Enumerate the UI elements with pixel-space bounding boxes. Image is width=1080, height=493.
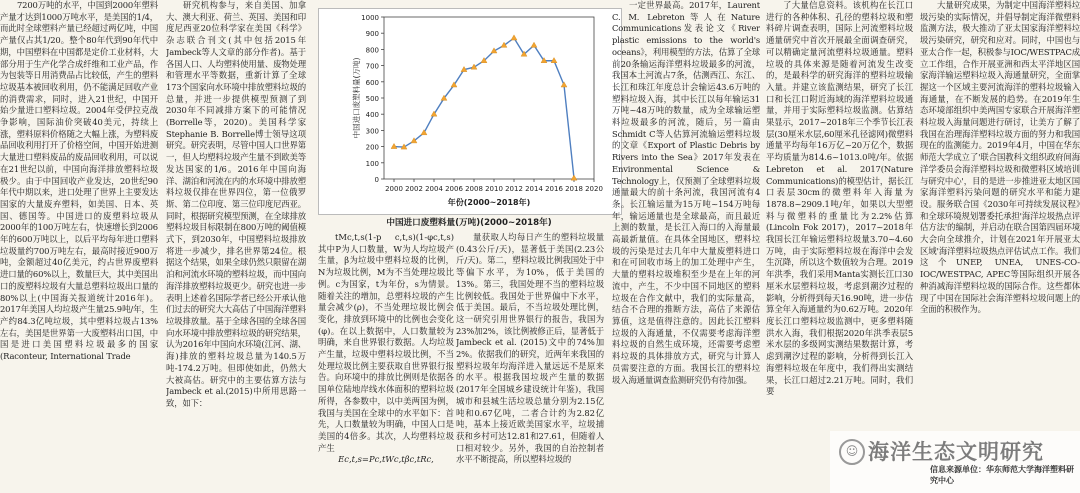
text-column-5: 一定世界最高。2017年，Laurent C. M. Lebreton等人在Nature Communications发表论文《River plastic emissions to the world's oceans》，利用模型的方法，估算了全球前20条输运海洋塑料垃圾最多的河流，我国本土河流占7条，估测西江、东江、长江和珠江年度总计会输运43.6万吨的塑料垃圾入海，其中长江以每年输运31万吨~48万吨的数量，成为全球输运塑料垃圾最多的河流，随后，另一篇由Schmidt C等人估算河流输运塑料垃圾的文章《Export of Plastic Debris by Rivers into the Sea》2017年发表在Environmental Science & Technology上，仅预测了全球塑料垃圾通量最大的前十条河流，我国河流有4条。长江输运量为15万吨~154万吨每年，输运通量也是全球最高，而且最近上测的数量，是长江入海口的入海量最高最新量值。在具体全国地区，塑料垃圾的污染是过去几年中大量废塑料进口和在可回收市场上的加工处理中产生，大量的塑料垃圾堆积至少是在上年的河流中，产生，不少中国不同地区的塑料垃圾在合作文献中，我们的实际量高，结合不合理的推断方法，高估了来源估算值，这是值得注意的。因此长江塑料垃圾的入海通量，不仅需要考虑海洋塑料垃圾的自然生成环境，还需要考虑塑料垃圾的具体排放方式，研究与计算人员需要注意的方面。我国长江的塑料垃圾入海通量调查监测研究仍有待加强。 [612,0,760,385]
x-tick-label: 2000 [385,185,403,193]
watermark-subtitle: 信息来源单位：华东师范大学海洋塑料研究中心 [930,465,1074,485]
y-tick-label: 600 [365,78,379,87]
x-tick-label: 2020 [585,185,603,193]
formula-text [318,232,454,493]
x-tick-label: 2018 [565,185,583,193]
x-tick-label: 2014 [525,185,543,193]
x-tick-label: 2004 [425,185,443,193]
data-point [511,35,517,40]
y-tick-label: 800 [365,46,379,55]
y-tick-label: 0 [374,176,379,184]
y-axis-label: 中国进口废塑料量(万吨) [352,57,361,139]
x-axis-label: 年份(2000~2018年) [447,198,531,207]
plot-frame [384,17,594,179]
data-point [571,175,577,180]
wechat-icon: ☺ [839,439,865,465]
text-column-4: 量获取人均每日产生的塑料垃圾量(0.43公斤/天)，显著低于美国(2.23公斤/天)。第二，塑料垃圾比例我国处于中等偏下水平，为10%，低于美国的13%。第三，我国处理不当的塑料垃圾比例较低。我国处于世界偏中下水平，低于美国。最后，不当垃圾处理比例，这一研究引用世界银行的报告，我国为23%加2%，该比例被修正后，显著低于Jambeck et al. (2015)文中的74%加2%。依据我们的研究，近两年来我国的塑料垃圾年均海洋进入量远远不是原来的水平。根据我国垃圾产生量的数据(2017年全国城乡建设统计年鉴)，我国城市和县城生活垃圾总量分别为2.15亿吨和0.67亿吨，二者合计约为2.82亿吨，基本上接近欧美国家水平，垃圾捕获和乡村可达12.81和27.61，但随着人口相对较少。另外，我国的自治控制者水平不断提高，所以塑料垃圾的 [456,232,604,465]
x-tick-label: 2016 [545,185,563,193]
y-tick-label: 500 [365,95,379,103]
data-point [391,143,397,148]
formula-body: tMc,t,s(1-p c,t,s)(1-φc,t,s) 其中P为人口数量，W为人均垃圾产生量，β为垃圾中塑料垃圾的比例，N为垃圾比例，M为不当处理垃圾比例。c为国家，t为年份，s为情景。随着关注的增加，总塑料垃圾的产生量会减少(ρ)，不当处理垃圾比例会变化，排放到环境中的比例也会变化(φ)。在以上数据中，人口数量较为明确，来自世界银行数据。人均垃圾产生量，垃圾中塑料垃圾比例，不当处理垃圾比例主要获取自世界银行报告。向环境中的排放比例则是依据各国单位陆地岸线水体面积的塑料垃圾所得，各参数中，以中美两国为例，我国与美国在全球中的水平如下：首先，人口数量较为明确，中国人口是美国的4倍多。其次，人均塑料垃圾产生 [318,232,454,453]
figure-caption: 中国进口废塑料量(万吨)(2000~2018年) [386,218,552,228]
data-point [561,82,567,87]
x-tick-label: 2002 [405,185,423,193]
y-tick-label: 1000 [361,14,379,22]
y-tick-label: 200 [365,143,379,152]
x-tick-label: 2006 [445,185,463,193]
text-column-2: 研究机构参与，来自美国、加拿大、澳大利亚、荷兰、英国、美国和印度尼西亚20位科学家在美国《科学》杂志联合刊文(其中包括2015年Jambeck等人文章的部分作者)。基于各国人口、人均塑料使用量、废物处理和管理水平等数据，重新计算了全球173个国家向水环境中排放塑料垃圾的总量，并进一步提供模型预测了到2030年不同减排方案下的可能情况(Borrelle等，2020)。美国科学家Stephanie B. Borrelle博士领导这项研究。研究表明，尽管中国人口世界第一，但人均塑料垃圾产生量不到欧美等发达国家的1/6。2016年中国向海洋、湖泊和河流在内的水环境中排放塑料垃圾仅排在世界四位，第一位俄罗斯、第二位印度、第三位印度尼西亚。同时，根据研究模型预测，在全球排放塑料垃圾目标限制在800万吨的阈值模式下，到2030年，中国塑料垃圾排放将进一步减少，排名世界第24位。根据这个结果，如果全球仍然只限留在湖泊和河流水环境的塑料垃圾，而中国向海洋排放塑料垃圾更少。研究也进一步表明上述着名国际学者已经公开承认他们过去的研究大大高估了中国海洋塑料垃圾排放量。基于全球各国的全球各国向水环境中排放塑料垃圾的研究结果，认为2016年中国向水环境(江河、湖、海)排放的塑料垃圾总量为140.5万吨-174.2万吨。但即使如此，仍然大大被高估。研究中的主要估算方法与Jambeck et al.(2015)中所用思路一致，如下： [166,0,306,408]
formula: Ec,t,s=Pc,tWc,tβc,tRc, [338,454,434,465]
y-tick-label: 700 [365,62,379,71]
y-tick-label: 300 [365,127,379,136]
data-point [421,130,427,135]
x-tick-label: 2012 [505,185,523,193]
x-tick-label: 2010 [485,185,503,193]
watermark-title: 海洋生态文明研究 [868,440,1044,464]
y-tick-label: 900 [365,30,379,39]
line-chart [319,9,621,214]
text-column-6: 了大量信息资料。该机构在长江口进行的各种体积、孔径的塑料垃圾和塑料碎片调查表明，国际上河流塑料垃圾通量研究中首次开展最全面调查研究，可以精确定量河流塑料垃圾通量。塑料垃圾的具体来源是随着河流发生改变的，是最科学的研究海洋的塑料垃圾输入量。并建立该监测结果，研究了长江口和长江口附近海域的海洋塑料垃圾通量，并用于实际塑料垃圾监测。估算结果显示，2017~2018年三个季节长江表层(30厘米水层,60厘米孔径滤网)微塑料通量平均每年16万亿~20万亿个，数据平均质量为814.6~1013.0吨/年。依据Lebreton et al. 2017(Nature Communications)的模型估计，据长江口表层30cm的微塑料年入海量为1878.8~2909.1吨/年，如果以大型塑料与微塑料的重量比为2.2%估算(Lincoln Fok 2017)，2017~2018年我国长江年输运塑料垃圾量3.70~4.60万吨，由于实际塑料垃圾在海洋中会发生沉降，所以这个数值较为合理。2019年洪季，我们采用Manta实测长江口30厘米水层塑料垃圾，考虑到潮汐过程的影响，分析得到每天16.90吨，进一步估算全年入海通量约为0.62万吨。2020年度长江口塑料垃圾监测中，更多塑料随洪水入海，我们根据2020年洪季表层5米水层的多级网实测结果数据计算，考虑到潮汐过程的影响，分析得到长江入海塑料垃圾在年度中，我们得出实测结果，长江口超过2.21万吨。同时，我们要 [766,0,913,397]
y-tick-label: 400 [365,111,379,120]
y-tick-label: 100 [365,159,379,168]
text-column-7: 大量研究成果，为制定中国海洋塑料垃圾污染的实际情况，并倡导制定海洋微塑料监测方法，极大推动了亚太国家海洋塑料垃圾污染研究，研究和应对。同时，中国也与亚太合作一起，积极参与IOC/WESTPAC成立工作组，合作开展亚洲和西太平洋地区国家海洋输运塑料垃圾入海通量研究，全面掌握这一个区域主要河流海洋的塑料垃圾输入海通量，在不断发展的趋势。在2019年生态环境部组织中美两国专家联合开展海洋塑料垃圾入海量问题进行研讨，让美方了解了我国在治理海洋塑料垃圾方面的努力和我国现在的监测能力。2019年4月，中国在华东师范大学成立了'联合国教科文组织政府间海洋学委员会海洋塑料垃圾和微塑料区域培训与研究中心'，目的是进一步推进亚太地区国家海洋塑料污染问题的研究水平和能力建设。服务联合国《2030年可持续发展议程》和全球环境规划署委托承担'海洋垃圾热点评估方法'的编制，并启动在联合国第四届环境大会向全球推介，计划在2021年开展亚太区域'海洋塑料垃圾热点评估试点工作。我们这个UNEP, UNEA, UNES-CO-IOC/WESTPAC, APEC等国际组织开展各种消减海洋塑料垃圾的国际合作。这些都体现了中国在国际社会海洋塑料垃圾问题上的全面的积极作为。 [920,0,1080,315]
text-column-1: 7200万吨的水平，中国到2000年塑料产量才达到1000万吨水平，是美国的1/4，而此时全球塑料产量已经超过两亿吨，中国产量仅占其1/20。整个80年代到90年代中期，中国塑料在中国都是定价工业材料，大部分用于生产化学合成纤维和工业产品，作为包装等日用消费品占比较低，产生的塑料垃圾基本被回收利用，仍不能满足回收产业的消费需求，同时，进入21世纪，中国开始少量进口塑料垃圾。2004年受伊拉克战争影响，国际油价突破40美元，持续上涨，塑料原料价格随之大幅上涨，为塑料废品回收利用打开了价格空间，中国开始进测大量进口塑料废品的废品回收利用，可以说在21世纪以前，中国向海洋排放塑料垃圾极少。由于中国回收产业发达，20世纪90年代中期以来，进口处理了世界上主要发达国家的大量废弃塑料，如美国、日本、英国、德国等。中国进口的废塑料垃圾从2000年的100万吨左右，快速增长到2006年的600万吨以上，以后平均每年进口塑料垃圾量约700万吨左右，最高时接近900万吨，金额超过40亿美元，约占世界废塑料进口量的60%以上，数量巨大，其中美国出口的废塑料垃圾有大量总塑料垃圾出口量的80%以上(中国海关报道统计2016年)。2017年美国人均垃圾产生量25.9吨/年，生产约84.3亿吨垃圾，其中塑料垃圾占13%左右，美国是世界第一大废塑料出口国，中国是进口美国塑料垃圾最多的国家(Raconteur, International Trade [0,0,158,362]
data-point [501,42,507,47]
data-point [531,42,537,47]
x-tick-label: 2008 [465,185,483,193]
figure-box [318,8,622,215]
